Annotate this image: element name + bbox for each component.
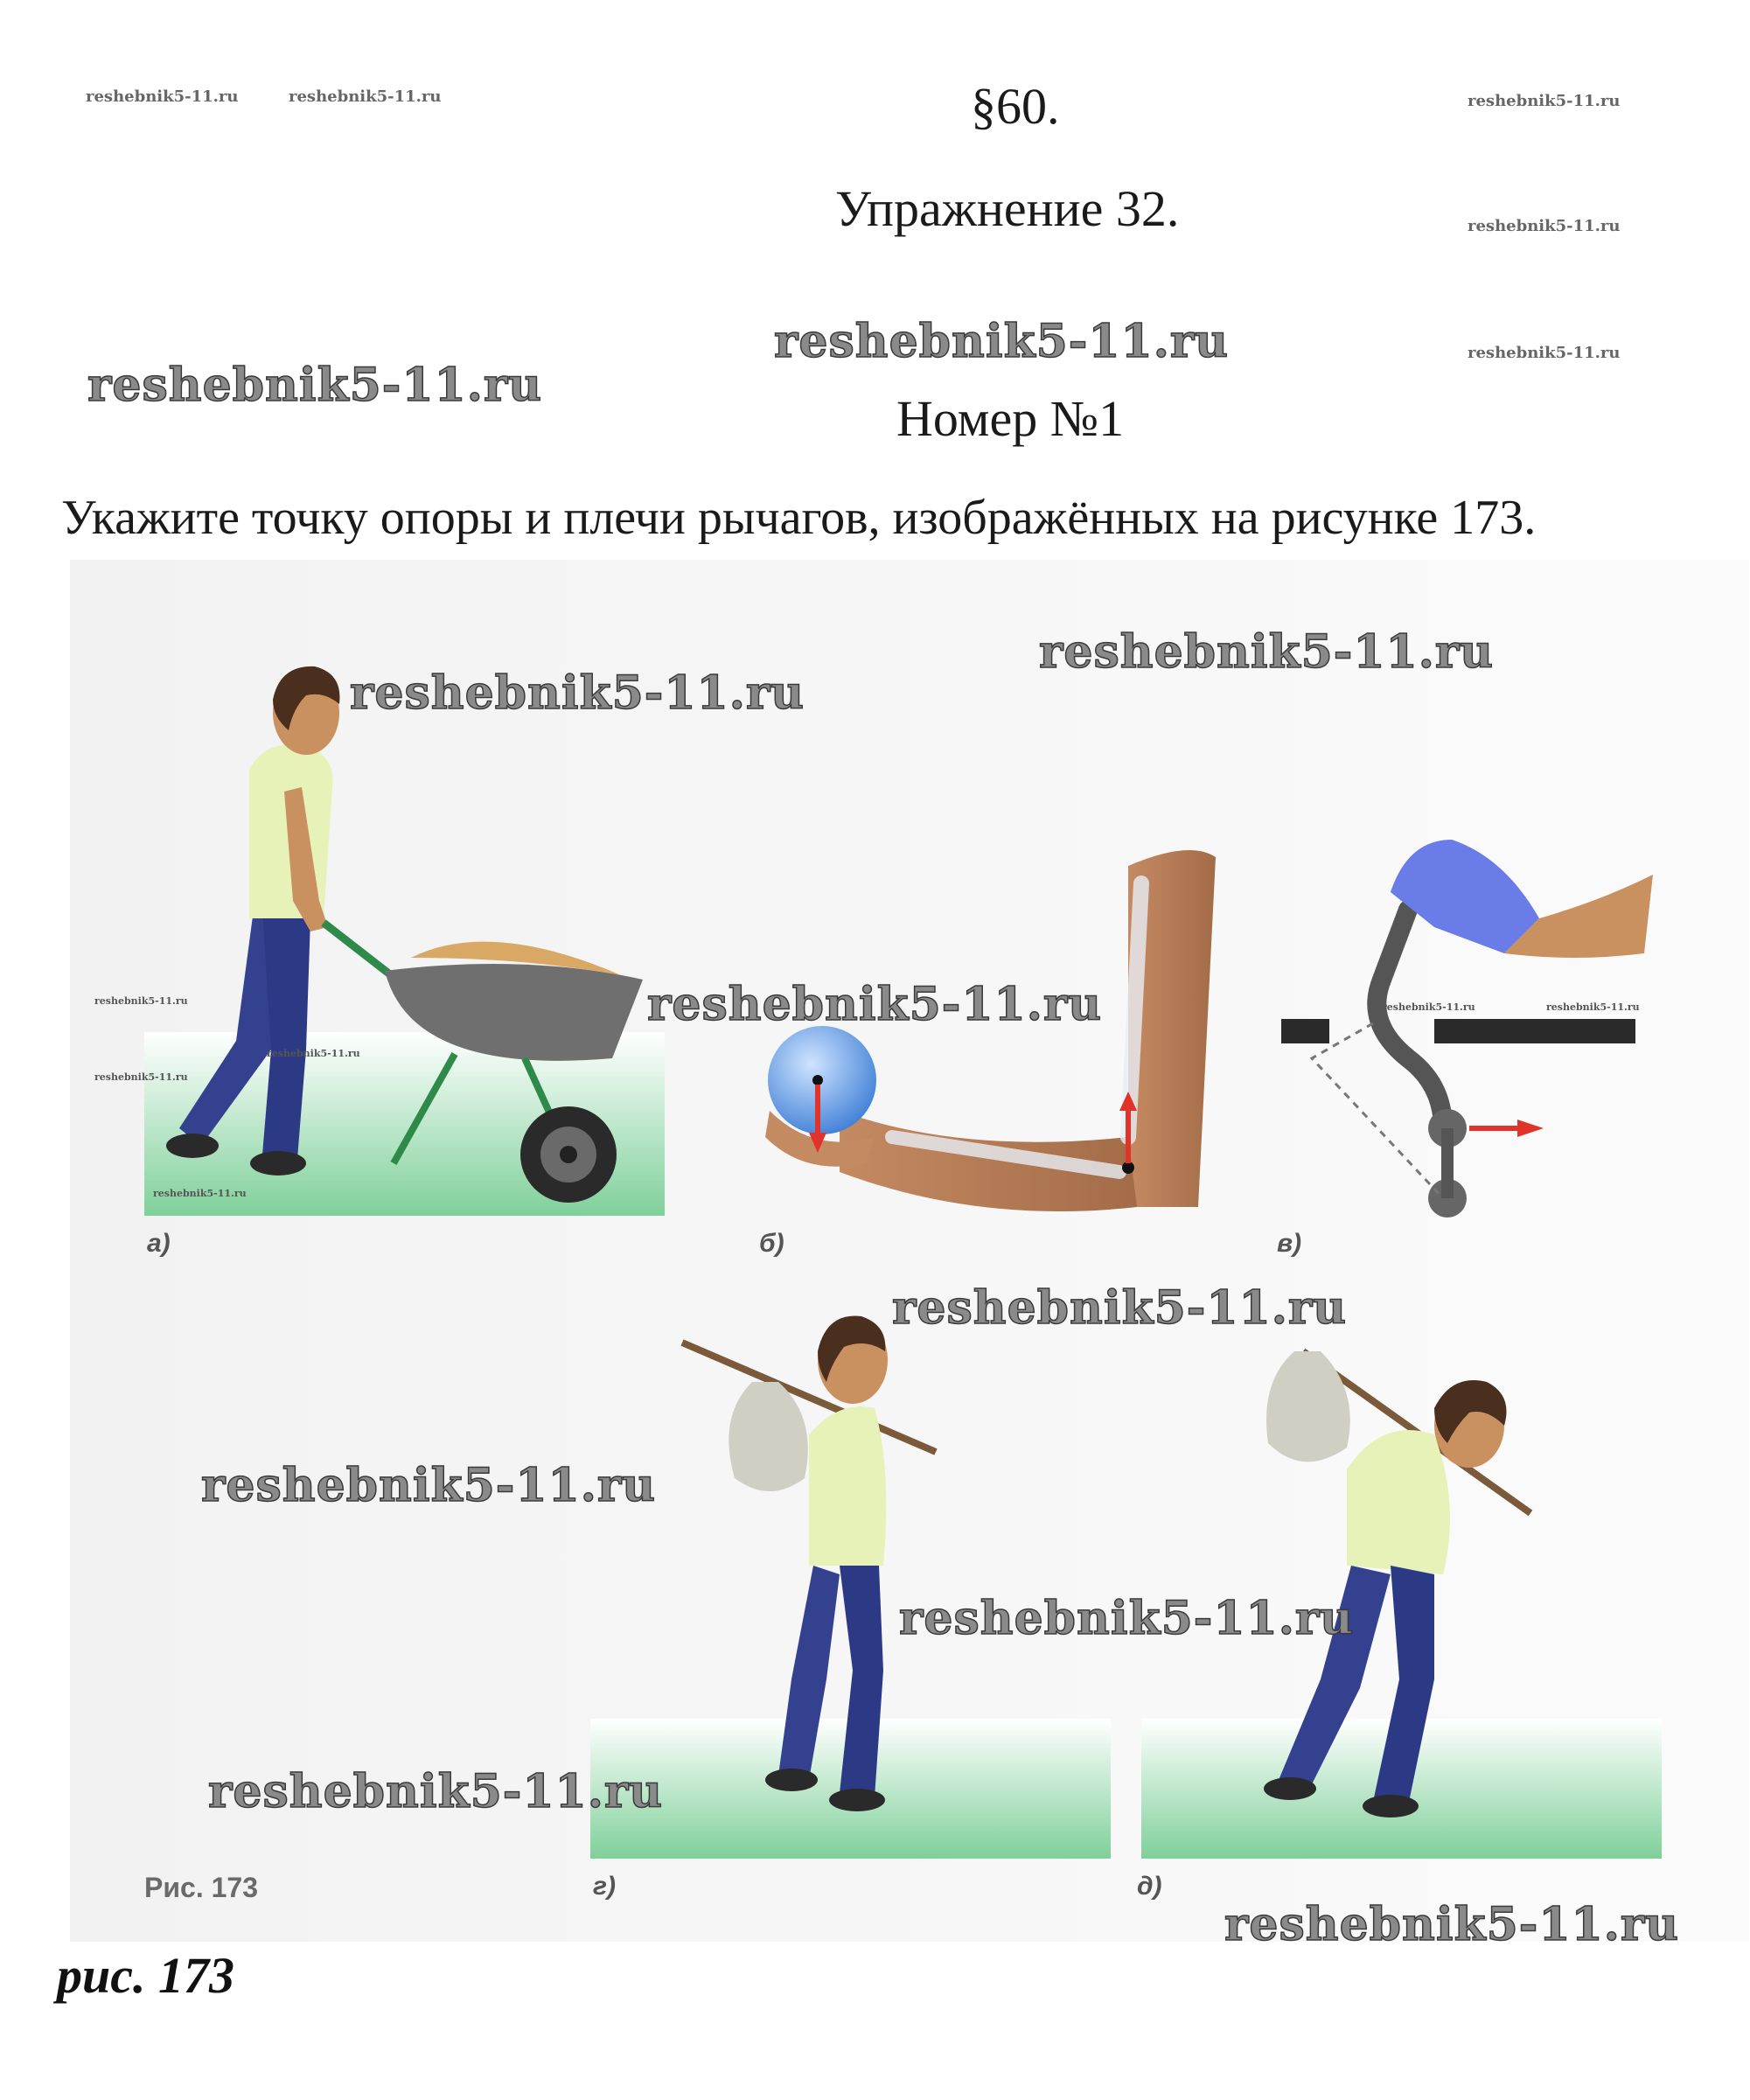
watermark: reshebnik5-11.ru bbox=[1468, 344, 1621, 362]
watermark: reshebnik5-11.ru bbox=[1382, 1001, 1475, 1013]
task-text: Укажите точку опоры и плечи рычагов, изображённых на рисунке 173. bbox=[61, 491, 1537, 545]
watermark: reshebnik5-11.ru bbox=[892, 1281, 1348, 1335]
watermark: reshebnik5-11.ru bbox=[87, 359, 543, 412]
watermark: reshebnik5-11.ru bbox=[1468, 92, 1621, 110]
watermark: reshebnik5-11.ru bbox=[94, 1071, 188, 1083]
bottom-caption: рис. 173 bbox=[57, 1947, 234, 2004]
watermark: reshebnik5-11.ru bbox=[350, 666, 805, 720]
watermark: reshebnik5-11.ru bbox=[1468, 217, 1621, 235]
watermark: reshebnik5-11.ru bbox=[86, 87, 239, 106]
watermark: reshebnik5-11.ru bbox=[647, 978, 1103, 1031]
figure-label-e: д) bbox=[1137, 1872, 1162, 1901]
figure-label-d: г) bbox=[593, 1872, 617, 1901]
watermark: reshebnik5-11.ru bbox=[94, 995, 188, 1007]
watermark: reshebnik5-11.ru bbox=[153, 1188, 247, 1199]
watermark: reshebnik5-11.ru bbox=[1224, 1898, 1680, 1951]
watermark: reshebnik5-11.ru bbox=[1039, 625, 1495, 679]
watermark: reshebnik5-11.ru bbox=[201, 1459, 657, 1512]
task-number: Номер №1 bbox=[896, 390, 1125, 447]
figure-label-a: а) bbox=[147, 1229, 171, 1258]
exercise-title: Упражнение 32. bbox=[835, 180, 1180, 237]
figure-label-c: в) bbox=[1277, 1229, 1302, 1258]
figure-label-b: б) bbox=[759, 1229, 784, 1258]
watermark: reshebnik5-11.ru bbox=[289, 87, 442, 106]
watermark: reshebnik5-11.ru bbox=[774, 315, 1230, 368]
watermark: reshebnik5-11.ru bbox=[208, 1765, 664, 1818]
watermark: reshebnik5-11.ru bbox=[899, 1592, 1355, 1645]
watermark: reshebnik5-11.ru bbox=[267, 1048, 360, 1059]
figure-caption: Рис. 173 bbox=[144, 1872, 258, 1903]
watermark: reshebnik5-11.ru bbox=[1546, 1001, 1640, 1013]
paragraph-number: §60. bbox=[971, 78, 1060, 135]
